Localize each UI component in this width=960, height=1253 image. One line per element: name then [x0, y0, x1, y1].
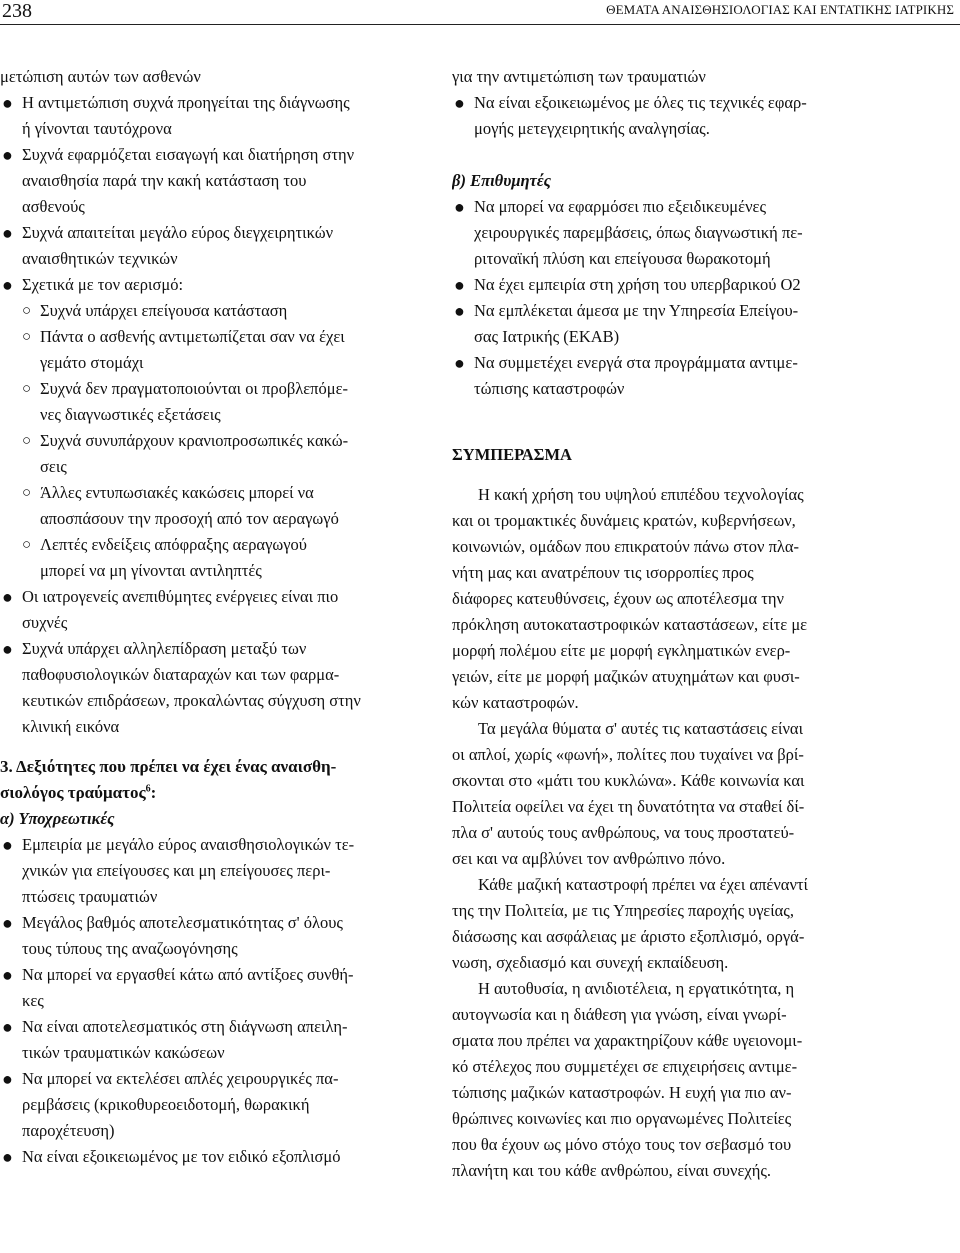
- bullet-dot-icon: ●: [2, 965, 13, 985]
- bullet-item: [452, 194, 880, 272]
- item-text-line: Να συμμετέχει ενεργά στα προγράμματα αντιμε-: [474, 353, 798, 372]
- sub-list-item: [0, 428, 425, 480]
- header-rule: [0, 24, 960, 25]
- item-text-line: Η αντιμετώπιση συχνά προηγείται της διάγνωσης: [22, 93, 350, 112]
- item-text-line: Πάντα ο ασθενής αντιμετωπίζεται σαν να έχει: [40, 327, 345, 346]
- bullet-dot-icon: ●: [2, 913, 13, 933]
- bullet-item: [0, 832, 425, 910]
- item-text-line: Μεγάλος βαθμός αποτελεσματικότητας σ' όλους: [22, 913, 343, 932]
- circle-bullet-icon: ○: [22, 381, 32, 397]
- bullet-item: [0, 636, 425, 740]
- bullet-item: [0, 962, 425, 1014]
- paragraph-line: που θα έχουν ως μόνο στόχο τους τον σεβασμό του: [452, 1135, 792, 1154]
- paragraph-line: Τα μεγάλα θύματα σ' αυτές τις καταστάσεις είναι: [478, 719, 804, 738]
- sub-list-item: [0, 480, 425, 532]
- bullet-dot-icon: ●: [454, 93, 465, 113]
- item-text-line: χνικών για επείγουσες και μη επείγουσες περι-: [22, 861, 331, 880]
- paragraph: [452, 872, 880, 976]
- paragraph-line: σκονται στο «μάτι του κυκλώνα». Κάθε κοινωνία και: [452, 771, 805, 790]
- bullet-dot-icon: ●: [2, 639, 13, 659]
- paragraph-line: πλα σ' αυτούς τους ανθρώπους, να τους προστατεύ-: [452, 823, 795, 842]
- item-text-line: νες διαγνωστικές εξετάσεις: [40, 405, 221, 424]
- bullet-dot-icon: ●: [2, 1147, 13, 1167]
- bullet-item-analgesia: [452, 90, 880, 142]
- conclusion-body: [452, 482, 880, 1184]
- item-text-line: Εμπειρία με μεγάλο εύρος αναισθησιολογικών τε-: [22, 835, 355, 854]
- bullet-item: [0, 1014, 425, 1066]
- item-text-line: Συχνά εφαρμόζεται εισαγωγή και διατήρηση στην: [22, 145, 355, 164]
- paragraph-line: οι απλοί, χωρίς «φωνή», πολίτες που τυχαίνει να βρί-: [452, 745, 804, 764]
- item-text-line: Συχνά υπάρχει επείγουσα κατάσταση: [40, 301, 288, 320]
- sub-list-item: [0, 324, 425, 376]
- bullet-dot-icon: ●: [2, 587, 13, 607]
- item-text-line: κλινική εικόνα: [22, 717, 120, 736]
- paragraph-line: τώπισης μαζικών καταστροφών. Η ευχή για πιο αν-: [452, 1083, 792, 1102]
- bullet-dot-icon: ●: [2, 223, 13, 243]
- bullet-item: [452, 272, 880, 298]
- sub-list-item: [0, 532, 425, 584]
- paragraph-line: πρόκληση αυτοκαταστροφικών καταστάσεων, είτε με: [452, 615, 808, 634]
- bullet-item: [0, 272, 425, 298]
- item-text-line: πτώσεις τραυματιών: [22, 887, 158, 906]
- paragraph-line: Κάθε μαζική καταστροφή πρέπει να έχει απέναντί: [478, 875, 808, 894]
- item-text-line: ασθενούς: [22, 197, 85, 216]
- left-column: [0, 64, 425, 1170]
- circle-bullet-icon: ○: [22, 485, 32, 501]
- item-text-line: Συχνά υπάρχει αλληλεπίδραση μεταξύ των: [22, 639, 307, 658]
- bullet-list-a: [0, 90, 425, 298]
- paragraph-line: πλανήτη και του κάθε ανθρώπου, είναι συνεχής.: [452, 1161, 771, 1180]
- bullet-list-c: [0, 832, 425, 1170]
- paragraph-line: Πολιτεία οφείλει να έχει τη δυνατότητα να σταθεί δί-: [452, 797, 805, 816]
- item-text-line: Να εμπλέκεται άμεσα με την Υπηρεσία Επείγου-: [474, 301, 799, 320]
- bullet-item: [0, 220, 425, 272]
- bullet-dot-icon: ●: [454, 197, 465, 217]
- heading-colon: :: [150, 783, 157, 802]
- subheading-required: α) Υποχρεωτικές: [0, 809, 115, 828]
- item-text-line: ριτοναϊκή πλύση και επείγουσα θωρακοτομή: [474, 249, 771, 268]
- bullet-dot-icon: ●: [454, 275, 465, 295]
- bullet-item: [0, 910, 425, 962]
- bullet-item: [452, 350, 880, 402]
- item-text-line: Να μπορεί να εκτελέσει απλές χειρουργικές πα-: [22, 1069, 339, 1088]
- paragraph-line: διάφορες κατευθύνσεις, έχουν ως αποτέλεσμα την: [452, 589, 784, 608]
- item-text-line: μπορεί να μη γίνονται αντιληπτές: [40, 561, 262, 580]
- paragraph-line: της την Πολιτεία, με τις Υπηρεσίες παροχής υγείας,: [452, 901, 794, 920]
- item-text-line: σας Ιατρικής (ΕΚΑΒ): [474, 327, 620, 346]
- paragraph-line: κών καταστροφών.: [452, 693, 579, 712]
- continued-line: για την αντιμετώπιση των τραυματιών: [452, 67, 706, 86]
- paragraph-line: νωση, σχεδιασμό και συνεχή εκπαίδευση.: [452, 953, 729, 972]
- bullet-dot-icon: ●: [2, 1069, 13, 1089]
- paragraph-line: και οι τρομακτικές δυνάμεις κρατών, κυβερνήσεων,: [452, 511, 796, 530]
- bullet-text-line: Να είναι εξοικειωμένος με όλες τις τεχνικές εφαρ-: [474, 93, 807, 112]
- item-text-line: συχνές: [22, 613, 68, 632]
- bullet-item: [452, 298, 880, 350]
- sub-list-airway: [0, 298, 425, 584]
- paragraph-line: σει και να αμβλύνει τον ανθρώπινο πόνο.: [452, 849, 726, 868]
- item-text-line: Άλλες εντυπωσιακές κακώσεις μπορεί να: [40, 483, 314, 502]
- item-text-line: ρεμβάσεις (κρικοθυρεοειδοτομή, θωρακική: [22, 1095, 310, 1114]
- item-text-line: Να μπορεί να εργασθεί κάτω από αντίξοες συνθή-: [22, 965, 354, 984]
- item-text-line: Οι ιατρογενείς ανεπιθύμητες ενέργειες είναι πιο: [22, 587, 339, 606]
- paragraph-line: μορφή πολέμου είτε με μορφή εγκληματικών ενερ-: [452, 641, 791, 660]
- paragraph: [452, 976, 880, 1184]
- paragraph-line: αυτογνωσία και η διάθεση για γνώση, είναι γνωρί-: [452, 1005, 787, 1024]
- circle-bullet-icon: ○: [22, 537, 32, 553]
- bullet-item: [0, 142, 425, 220]
- bullet-dot-icon: ●: [454, 353, 465, 373]
- running-header: ΘΕΜΑΤΑ ΑΝΑΙΣΘΗΣΙΟΛΟΓΙΑΣ ΚΑΙ ΕΝΤΑΤΙΚΗΣ ΙΑΤΡΙΚΗΣ: [606, 2, 954, 17]
- item-text-line: Να έχει εμπειρία στη χρήση του υπερβαρικού Ο2: [474, 275, 801, 294]
- sub-list-item: [0, 298, 425, 324]
- item-text-line: αναισθητικών τεχνικών: [22, 249, 178, 268]
- item-text-line: Συχνά συνυπάρχουν κρανιοπροσωπικές κακώ-: [40, 431, 349, 450]
- item-text-line: κες: [22, 991, 44, 1010]
- item-text-line: Να είναι αποτελεσματικός στη διάγνωση απειλη-: [22, 1017, 348, 1036]
- item-text-line: Συχνά δεν πραγματοποιούνται οι προβλεπόμε-: [40, 379, 349, 398]
- item-text-line: αναισθησία παρά την κακή κατάσταση του: [22, 171, 307, 190]
- item-text-line: ή γίνονται ταυτόχρονα: [22, 119, 172, 138]
- bullet-dot-icon: ●: [2, 1017, 13, 1037]
- bullet-list-b: [0, 584, 425, 740]
- item-text-line: κευτικών επιδράσεων, προκαλώντας σύγχυση στην: [22, 691, 361, 710]
- bullet-text-line: μογής μετεγχειρητικής αναλγησίας.: [474, 119, 710, 138]
- item-text-line: Λεπτές ενδείξεις απόφραξης αεραγωγού: [40, 535, 307, 554]
- section-3-heading: [0, 754, 425, 806]
- bullet-dot-icon: ●: [2, 275, 13, 295]
- item-text-line: γεμάτο στομάχι: [40, 353, 144, 372]
- paragraph: [452, 482, 880, 716]
- circle-bullet-icon: ○: [22, 433, 32, 449]
- section-3-heading-line1: 3. Δεξιότητες που πρέπει να έχει ένας αναισθη-: [0, 757, 337, 776]
- item-text-line: σεις: [40, 457, 67, 476]
- bullet-item: [0, 90, 425, 142]
- paragraph-line: θρώπινες κοινωνίες και πιο οργανωμένες Πολιτείες: [452, 1109, 792, 1128]
- paragraph-line: Η κακή χρήση του υψηλού επιπέδου τεχνολογίας: [478, 485, 804, 504]
- paragraph-line: διάσωσης και ασφάλειας με άριστο εξοπλισμό, οργά-: [452, 927, 805, 946]
- paragraph-line: νήτη μας και ανατρέπουν τις ισορροπίες προς: [452, 563, 754, 582]
- item-text-line: Σχετικά με τον αερισμό:: [22, 275, 184, 294]
- item-text-line: τώπισης καταστροφών: [474, 379, 625, 398]
- circle-bullet-icon: ○: [22, 303, 32, 319]
- sub-list-item: [0, 376, 425, 428]
- footnote-ref: 6: [145, 783, 151, 795]
- section-3-heading-line2: σιολόγος τραύματος: [0, 783, 146, 802]
- circle-bullet-icon: ○: [22, 329, 32, 345]
- bullet-dot-icon: ●: [2, 93, 13, 113]
- bullet-list-d: [452, 194, 880, 402]
- item-text-line: αποσπάσουν την προσοχή από τον αεραγωγό: [40, 509, 339, 528]
- bullet-dot-icon: ●: [2, 835, 13, 855]
- item-text-line: Συχνά απαιτείται μεγάλο εύρος διεγχειρητικών: [22, 223, 334, 242]
- item-text-line: Να μπορεί να εφαρμόσει πιο εξειδικευμένες: [474, 197, 767, 216]
- paragraph-line: Η αυτοθυσία, η ανιδιοτέλεια, η εργατικότητα, η: [478, 979, 795, 998]
- item-text-line: παροχέτευση): [22, 1121, 115, 1140]
- paragraph-line: σματα που πρέπει να χαρακτηρίζουν κάθε υγειονομι-: [452, 1031, 803, 1050]
- item-text-line: τους τύπους της αναζωογόνησης: [22, 939, 238, 958]
- bullet-item: [0, 1144, 425, 1170]
- bullet-dot-icon: ●: [454, 301, 465, 321]
- intro-line: μετώπιση αυτών των ασθενών: [0, 67, 201, 86]
- conclusion-heading: ΣΥΜΠΕΡΑΣΜΑ: [452, 445, 572, 464]
- page-number: 238: [2, 0, 32, 22]
- paragraph-line: κό στέλεχος που συμμετέχει σε επιχειρήσεις αντιμε-: [452, 1057, 798, 1076]
- item-text-line: παθοφυσιολογικών διαταραχών και των φαρμα-: [22, 665, 340, 684]
- item-text-line: χειρουργικές παρεμβάσεις, όπως διαγνωστική πε-: [474, 223, 803, 242]
- item-text-line: Να είναι εξοικειωμένος με τον ειδικό εξοπλισμό: [22, 1147, 341, 1166]
- bullet-dot-icon: ●: [2, 145, 13, 165]
- subheading-desirable: β) Επιθυμητές: [452, 171, 551, 190]
- paragraph-line: γειών, είτε με μορφή μαζικών ατυχημάτων και φυσι-: [452, 667, 800, 686]
- right-column: [452, 64, 880, 1184]
- item-text-line: τικών τραυματικών κακώσεων: [22, 1043, 225, 1062]
- paragraph: [452, 716, 880, 872]
- bullet-item: [0, 1066, 425, 1144]
- paragraph-line: κοινωνιών, ομάδων που επικρατούν πάνω στον πλα-: [452, 537, 800, 556]
- bullet-item: [0, 584, 425, 636]
